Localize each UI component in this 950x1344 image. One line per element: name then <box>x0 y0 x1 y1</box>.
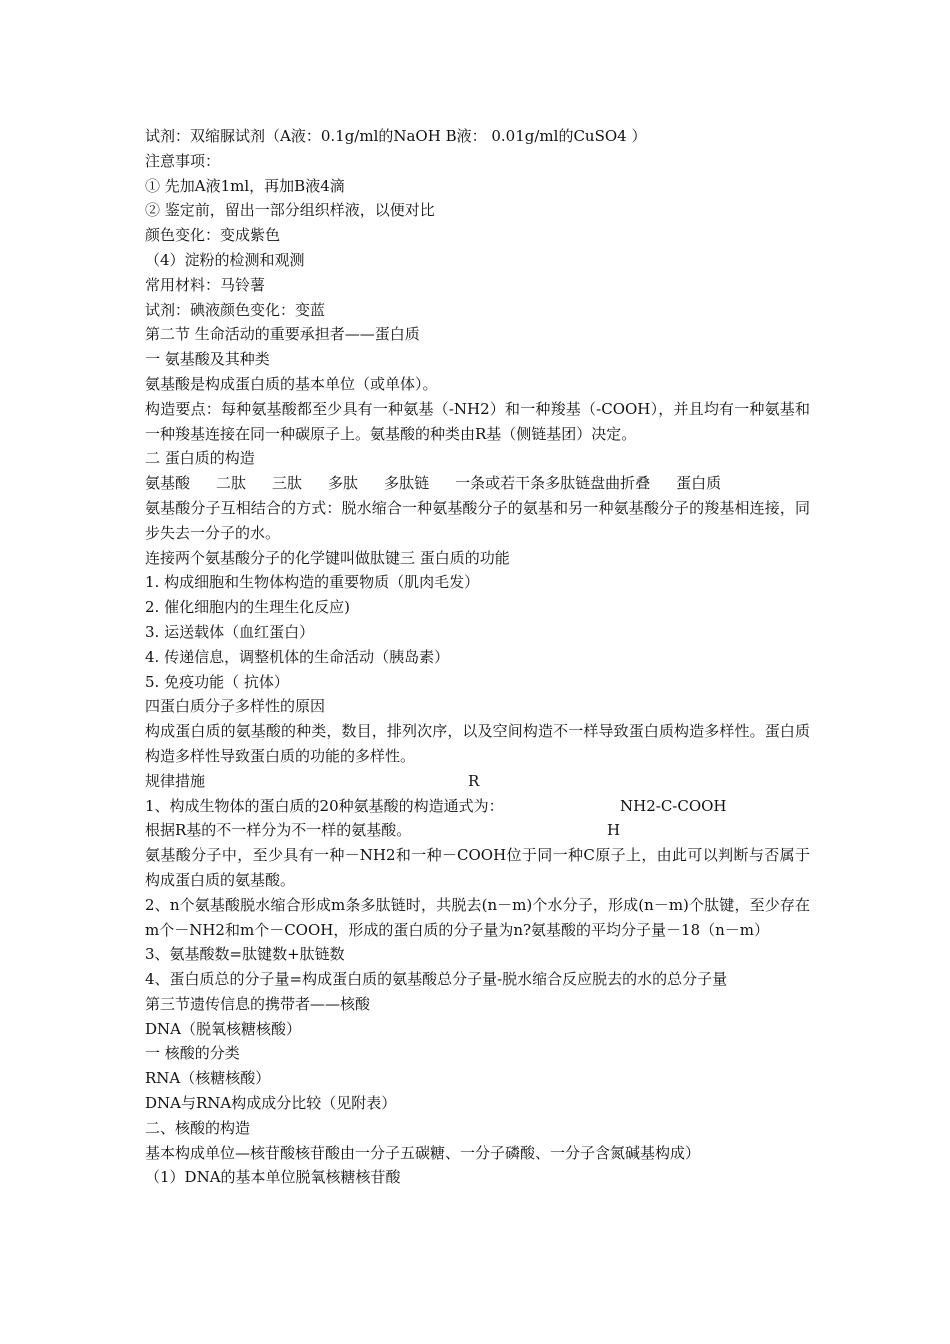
sequence-step: 一条或若干条多肽链盘曲折叠 <box>455 474 651 493</box>
section-heading: 第二节 生命活动的重要承担者——蛋白质 <box>145 325 420 344</box>
subsection-heading: 一 核酸的分类 <box>145 1044 240 1063</box>
list-item: 2. 催化细胞内的生理生化反应) <box>145 598 350 617</box>
formula-top-r: R <box>468 771 480 790</box>
text-line: 连接两个氨基酸分子的化学键叫做肽键三 蛋白质的功能 <box>145 548 510 567</box>
document-page <box>145 124 810 1190</box>
protein-formation-sequence <box>145 471 810 496</box>
paragraph: 构造要点：每种氨基酸都至少具有一种氨基（-NH2）和一种羧基（-COOH），并且均有一种氨基和一种羧基连接在同一种碳原子上。氨基酸的种类由R基（侧链基团）决定。 <box>145 399 810 443</box>
text-line <box>145 818 810 843</box>
formula-middle: NH2-C-COOH <box>620 796 727 815</box>
text-line: 基本构成单位—核苷酸核苷酸由一分子五碳糖、一分子磷酸、一分子含氮碱基构成） <box>145 1143 701 1162</box>
sequence-step: 二肽 <box>216 474 247 493</box>
text-line: DNA与RNA构成成分比较（见附表） <box>145 1094 397 1113</box>
text-line: ② 鉴定前，留出一部分组织样液，以便对比 <box>145 201 435 220</box>
general-formula-text: 1、构成生物体的蛋白质的20种氨基酸的构造通式为： <box>145 796 504 815</box>
paragraph: 2、n个氨基酸脱水缩合形成m条多肽链时，共脱去(n－m)个水分子，形成(n－m)个肽键，至少存在m个－NH2和m个－COOH，形成的蛋白质的分子量为n?氨基酸的平均分子量－18（n－m） <box>145 895 810 939</box>
text-line: （1）DNA的基本单位脱氧核糖核苷酸 <box>145 1168 401 1187</box>
text-line: 3、氨基酸数=肽键数+肽链数 <box>145 945 345 964</box>
text-line: RNA（核糖核酸） <box>145 1069 271 1088</box>
subsection-heading: 一 氨基酸及其种类 <box>145 350 270 369</box>
list-item: 5. 免疫功能（ 抗体） <box>145 672 289 691</box>
sequence-step: 三肽 <box>272 474 303 493</box>
text-line: 常用材料：马铃薯 <box>145 275 266 294</box>
text-line: 4、蛋白质总的分子量=构成蛋白质的氨基酸总分子量-脱水缩合反应脱去的水的总分子量 <box>145 970 728 989</box>
text-line: （4）淀粉的检测和观测 <box>145 250 305 269</box>
subsection-heading: 四蛋白质分子多样性的原因 <box>145 697 326 716</box>
text-line: 试剂：碘液颜色变化：变蓝 <box>145 300 326 319</box>
text-line: ① 先加A液1ml，再加B液4滴 <box>145 176 345 195</box>
r-group-text: 根据R基的不一样分为不一样的氨基酸。 <box>145 821 412 840</box>
list-item: 1. 构成细胞和生物体构造的重要物质（肌肉毛发） <box>145 573 480 592</box>
sequence-step: 蛋白质 <box>676 474 722 493</box>
subsection-heading: 二、核酸的构造 <box>145 1118 251 1137</box>
sequence-step: 多肽 <box>328 474 359 493</box>
text-line <box>145 794 810 819</box>
text-line: 颜色变化：变成紫色 <box>145 226 281 245</box>
paragraph: 氨基酸分子互相结合的方式：脱水缩合一种氨基酸分子的氨基和另一种氨基酸分子的羧基相连接，同步失去一分子的水。 <box>145 498 810 542</box>
formula-bottom-h: H <box>607 821 621 840</box>
subsection-heading: 二 蛋白质的构造 <box>145 449 255 468</box>
text-line: 氨基酸是构成蛋白质的基本单位（或单体）。 <box>145 374 438 393</box>
sequence-step: 氨基酸 <box>145 474 191 493</box>
text-line <box>145 769 810 794</box>
section-heading: 第三节遗传信息的携带者——核酸 <box>145 994 371 1013</box>
text-line: 注意事项： <box>145 151 221 170</box>
sequence-step: 多肽链 <box>384 474 430 493</box>
list-item: 3. 运送载体（血红蛋白） <box>145 622 315 641</box>
paragraph: 构成蛋白质的氨基酸的种类，数目，排列次序，以及空间构造不一样导致蛋白质构造多样性。蛋白质构造多样性导致蛋白质的功能的多样性。 <box>145 722 810 765</box>
rules-heading: 规律措施 <box>145 771 206 790</box>
paragraph: 氨基酸分子中，至少具有一种－NH2和一种－COOH位于同一种C原子上，由此可以判断与否属于构成蛋白质的氨基酸。 <box>145 846 810 889</box>
text-line: 试剂：双缩脲试剂（A液：0.1g/ml的NaOH B液： 0.01g/ml的CuSO4 ） <box>145 127 647 145</box>
text-line: DNA（脱氧核糖核酸） <box>145 1019 301 1038</box>
list-item: 4. 传递信息，调整机体的生命活动（胰岛素） <box>145 647 450 666</box>
